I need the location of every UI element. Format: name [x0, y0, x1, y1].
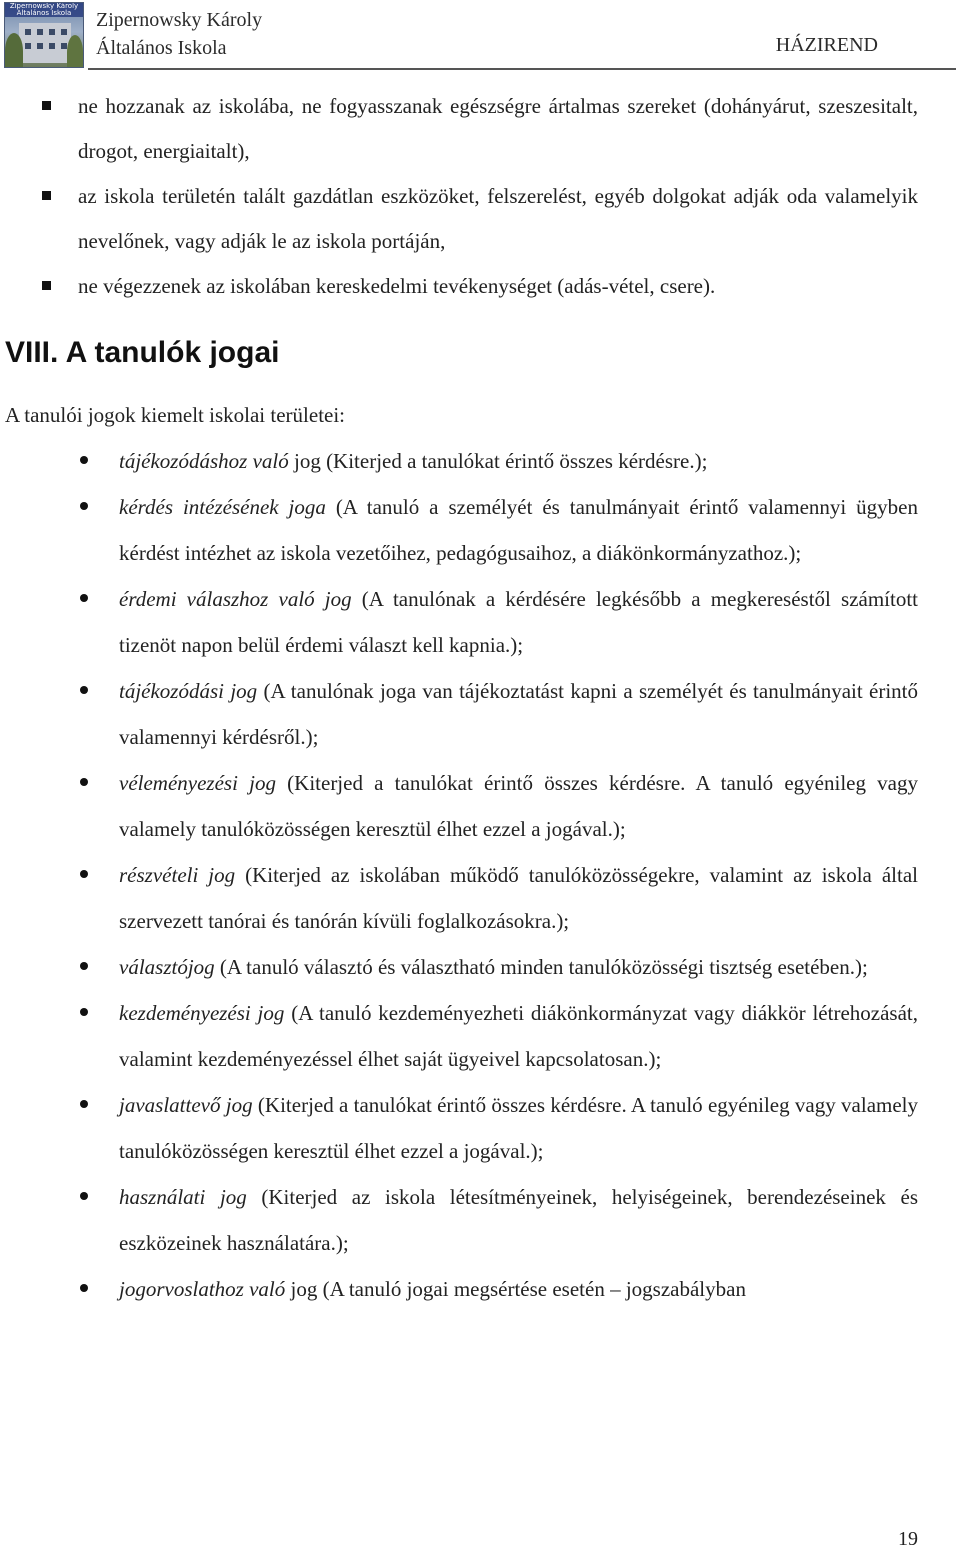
right-term: jogorvoslathoz való: [119, 1277, 286, 1301]
dot-bullet-icon: [80, 1192, 88, 1200]
right-term: kezdeményezési jog: [119, 1001, 285, 1025]
right-description: jog (Kiterjed a tanulókat érintő összes kérdésre.);: [288, 449, 708, 473]
right-description: (A tanulónak joga van tájékoztatást kapni a személyét és tanulmányait érintő valamennyi kérdésről.);: [119, 679, 919, 749]
section-heading: VIII. A tanulók jogai: [5, 336, 280, 369]
list-item: [0, 944, 960, 990]
list-item: [0, 990, 960, 1082]
list-item: [0, 438, 960, 484]
right-term: részvételi jog: [119, 863, 236, 887]
list-item-text: az iskola területén talált gazdátlan eszközöket, felszerelést, egyéb dolgokat adják oda valamelyik nevelőnek, vagy adják le az iskola portáján,: [78, 184, 918, 253]
list-item: [0, 174, 960, 264]
school-logo: [4, 2, 84, 68]
right-description: (A tanuló a személyét és tanulmányait érintő valamennyi ügyben kérdést intézhet az iskola vezetőihez, pedagógusaihoz, a diákönkormányzathoz.);: [119, 495, 919, 565]
right-description: jog (A tanuló jogai megsértése esetén – jogszabályban: [285, 1277, 746, 1301]
right-term: tájékozódási jog: [119, 679, 258, 703]
list-item-text: ne végezzenek az iskolában kereskedelmi tevékenységet (adás-vétel, csere).: [78, 274, 716, 298]
list-item: [0, 1266, 960, 1312]
right-description: (Kiterjed az iskolában működő tanulóközösségekre, valamint az iskola által szervezett tanórai és tanórán kívüli foglalkozásokra.);: [119, 863, 919, 933]
square-bullet-icon: [42, 101, 51, 110]
list-item: [0, 84, 960, 174]
section-intro: A tanulói jogok kiemelt iskolai területei:: [5, 403, 346, 427]
list-item: [0, 760, 960, 852]
dot-bullet-icon: [80, 686, 88, 694]
document-title: HÁZIREND: [775, 34, 878, 56]
dot-bullet-icon: [80, 962, 88, 970]
dot-bullet-icon: [80, 502, 88, 510]
rules-list: [0, 84, 960, 309]
right-description: (A tanulónak a kérdésére legkésőbb a megkereséstől számított tizenöt napon belül érdemi választ kell kapnia.);: [119, 587, 919, 657]
list-item: [0, 264, 960, 309]
rights-list: [0, 438, 960, 1312]
logo-tree: [67, 35, 83, 68]
dot-bullet-icon: [80, 1100, 88, 1108]
logo-building: [19, 23, 71, 63]
square-bullet-icon: [42, 191, 51, 200]
right-term: használati jog: [119, 1185, 247, 1209]
right-term: tájékozódáshoz való: [119, 449, 289, 473]
right-description: (Kiterjed a tanulókat érintő összes kérdésre. A tanuló egyénileg vagy valamely tanulóközösségen keresztül élhet ezzel a jogával.);: [119, 771, 918, 841]
right-term: kérdés intézésének joga: [119, 495, 326, 519]
right-description: (A tanuló kezdeményezheti diákönkormányzat vagy diákkör létrehozását, valamint kezdeményezéssel élhet saját ügyeivel kapcsolatosan.);: [119, 1001, 918, 1071]
dot-bullet-icon: [80, 1008, 88, 1016]
header-rule: [88, 68, 956, 70]
dot-bullet-icon: [80, 1284, 88, 1292]
logo-tree: [5, 33, 23, 68]
right-term: véleményezési jog: [119, 771, 276, 795]
list-item: [0, 1174, 960, 1266]
school-name-line1: Zipernowsky Károly: [96, 9, 263, 31]
logo-banner: Zipernowsky Károly Általános Iskola: [5, 3, 83, 17]
right-term: érdemi válaszhoz való jog: [119, 587, 352, 611]
list-item: [0, 576, 960, 668]
list-item: [0, 484, 960, 576]
dot-bullet-icon: [80, 870, 88, 878]
page-content: [0, 84, 960, 1312]
right-description: (Kiterjed az iskola létesítményeinek, helyiségeinek, berendezéseinek és eszközeinek használatára.);: [119, 1185, 918, 1255]
dot-bullet-icon: [80, 456, 88, 464]
list-item: [0, 668, 960, 760]
square-bullet-icon: [42, 281, 51, 290]
list-item-text: ne hozzanak az iskolába, ne fogyasszanak egészségre ártalmas szereket (dohányárut, szeszesitalt, drogot, energiaitalt),: [78, 94, 918, 163]
dot-bullet-icon: [80, 778, 88, 786]
right-description: (A tanuló választó és választható minden tanulóközösségi tisztség esetében.);: [214, 955, 868, 979]
page-header: [0, 0, 960, 72]
school-name: [96, 6, 262, 62]
school-name-line2: Általános Iskola: [96, 37, 227, 59]
list-item: [0, 1082, 960, 1174]
right-description: (Kiterjed a tanulókat érintő összes kérdésre. A tanuló egyénileg vagy valamely tanulóközösségen keresztül élhet ezzel a jogával.);: [119, 1093, 919, 1163]
right-term: választójog: [119, 955, 215, 979]
dot-bullet-icon: [80, 594, 88, 602]
page-number: 19: [898, 1528, 918, 1550]
right-term: javaslattevő jog: [119, 1093, 253, 1117]
list-item: [0, 852, 960, 944]
